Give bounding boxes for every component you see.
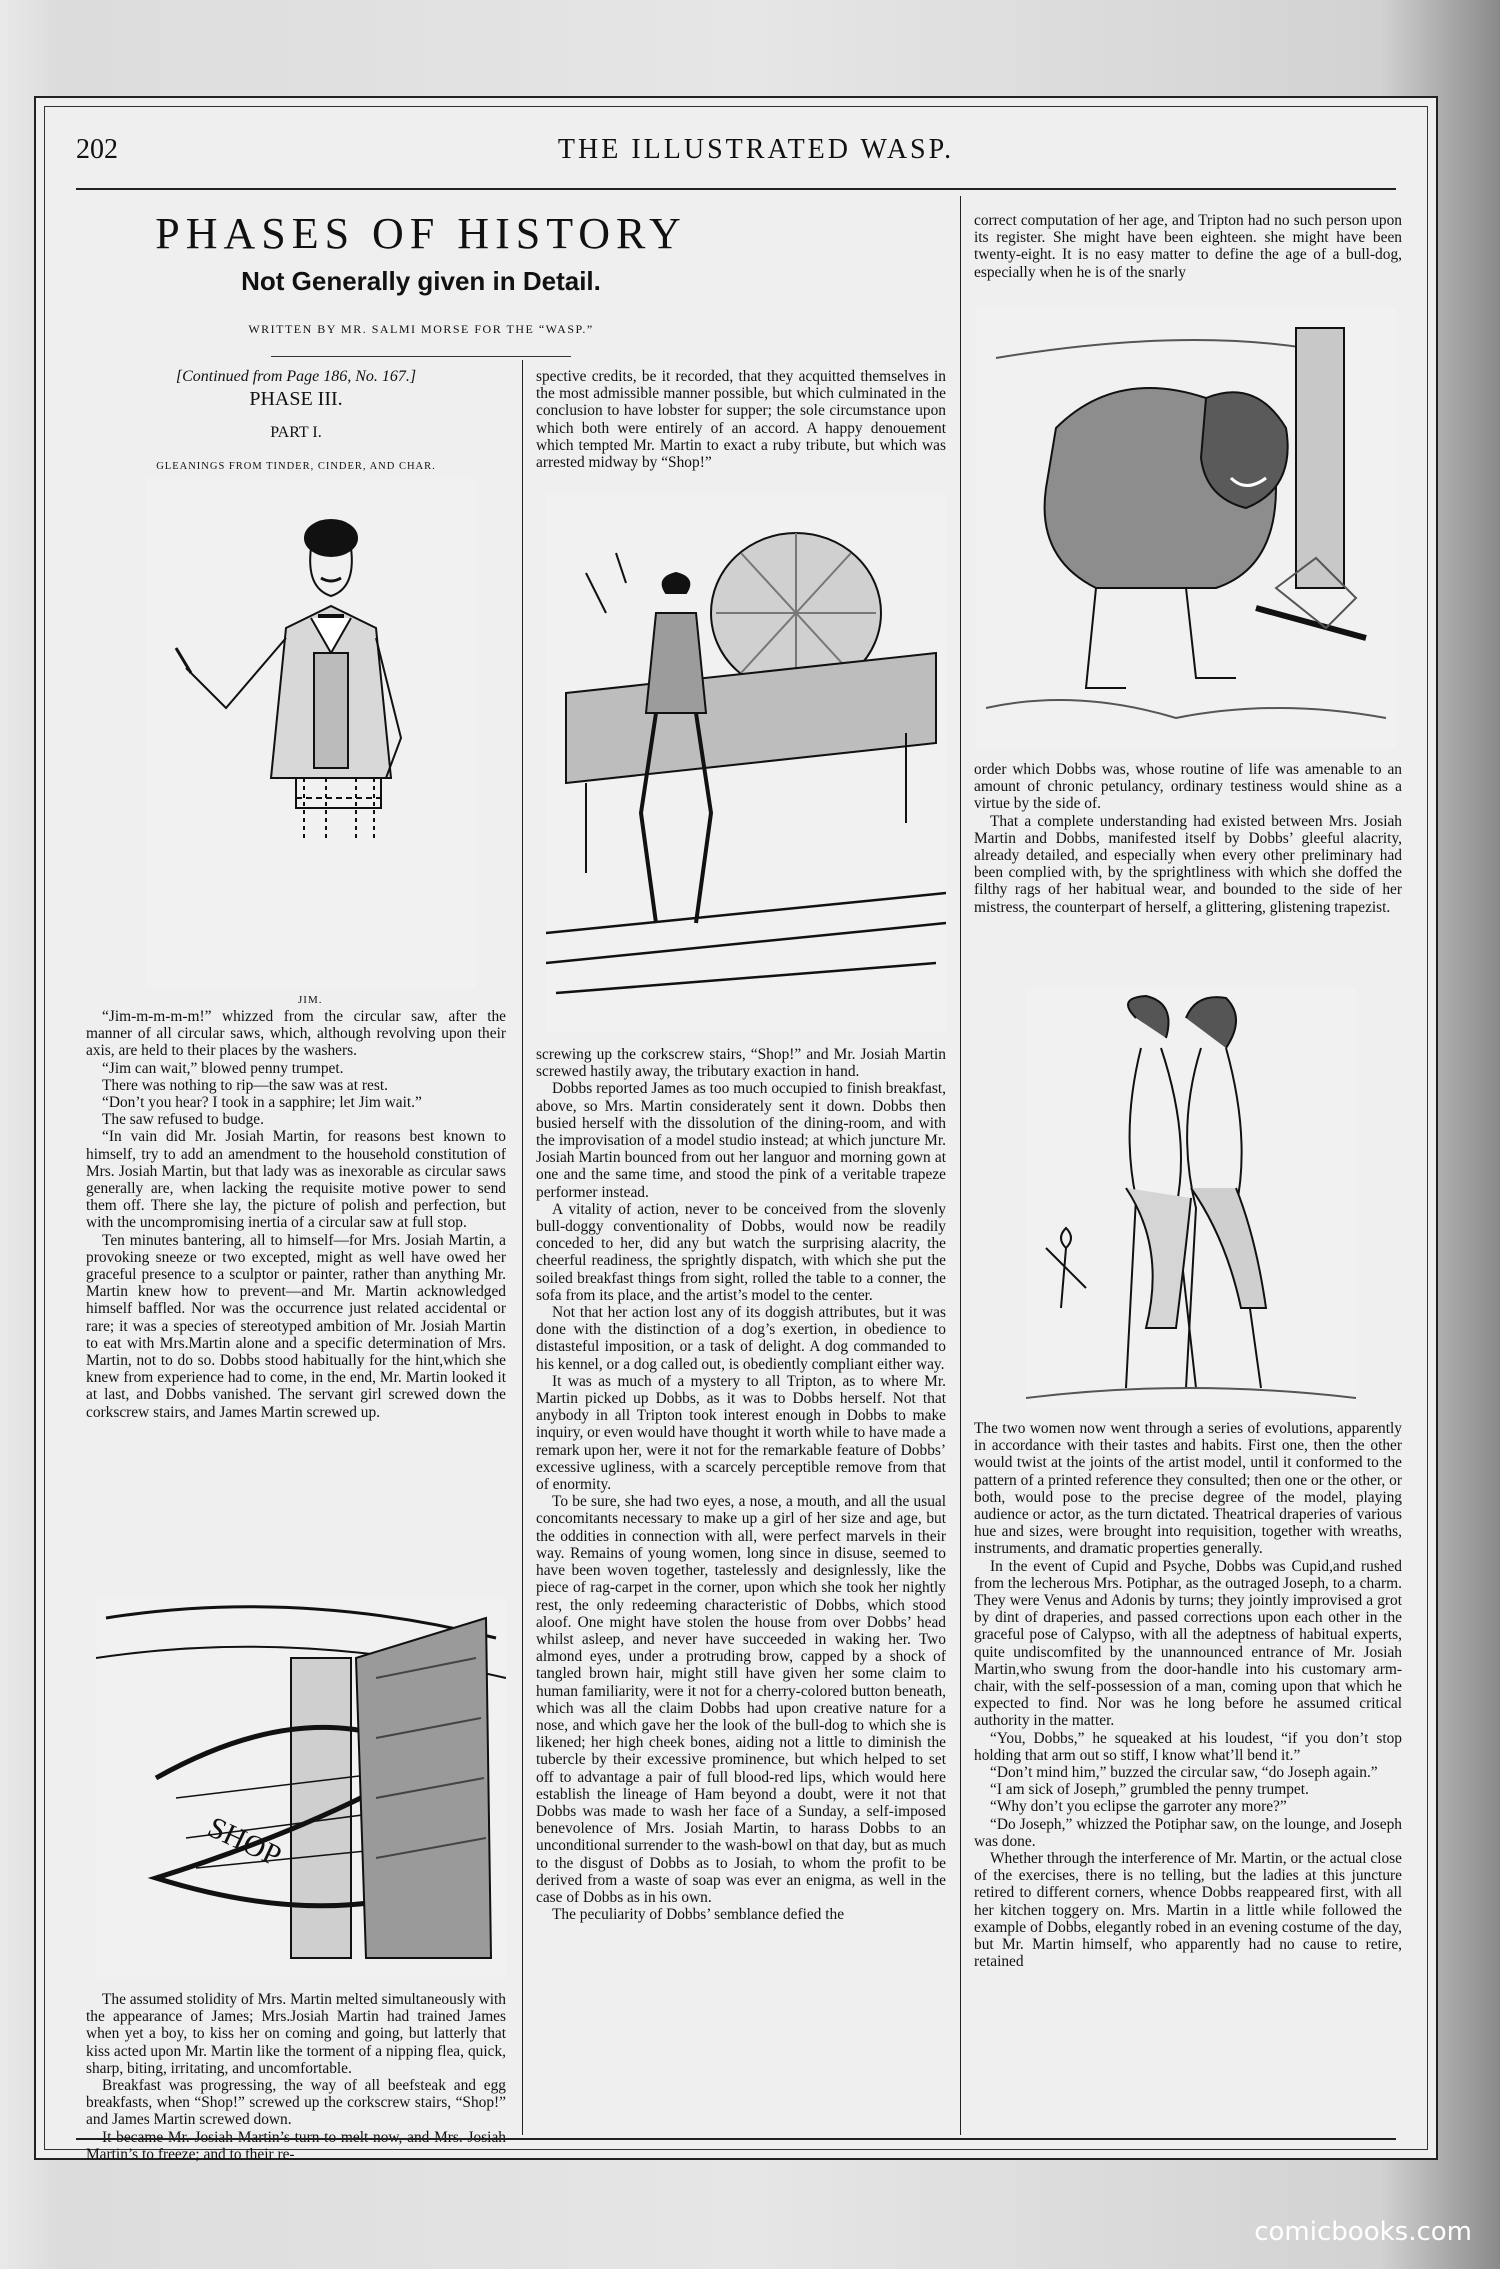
column-3-body-a [974, 212, 1402, 281]
shop-sign: SHOP [202, 1810, 287, 1873]
paragraph: Breakfast was progressing, the way of all beefsteak and egg breakfasts, when “Shop!” screwed up the corkscrew stairs, “Shop!” and James Martin screwed down. [86, 2077, 506, 2129]
paragraph: spective credits, be it recorded, that they acquitted themselves in the most admissible manner possible, but which culminated in the conclusion to have lobster for supper; the sole circumstance upon which both were entirely of an accord. A happy denouement which tempted Mr. Martin to exact a ruby tribute, but which was arrested midway by “Shop!” [536, 368, 946, 472]
paragraph: Dobbs reported James as too much occupied to finish breakfast, above, so Mrs. Martin considerately sent it down. Dobbs then busied herself with the dissolution of the dining-room, and with the improvisation of a model studio instead; at which juncture Mr. Josiah Martin bounced from out her languor and morning gown at one and the same time, and stood the pink of a veritable trapeze performer instead. [536, 1080, 946, 1201]
paragraph: “Jim can wait,” blowed penny trumpet. [102, 1059, 344, 1077]
paragraph: The assumed stolidity of Mrs. Martin melted simultaneously with the appearance of James; Mrs.Josiah Martin had trained James when yet a boy, to kiss her on coming and going, but latterly that kiss acted upon Mr. Martin like the torment of a nipping flea, quick, sharp, biting, irritating, and uncomfortable. [86, 1991, 506, 2077]
paragraph: “You, Dobbs,” he squeaked at his loudest, “if you don’t stop holding that arm out so stiff, I know what’ll bend it.” [974, 1729, 1402, 1764]
bulldog-illustration [976, 308, 1396, 748]
paragraph: A vitality of action, never to be conceived from the slovenly bull-doggy conventionality of Dobbs, would now be readily conceded to her, did any but watch the surprising alacrity, the cheerful readiness, the sprightly dispatch, with which she put the soiled breakfast things from sight, rolled the table to a conner, the sofa from its place, and the artist’s model to the center. [536, 1200, 946, 1304]
watermark: comicbooks.com [1254, 2217, 1472, 2247]
section-heading: GLEANINGS FROM TINDER, CINDER, AND CHAR. [156, 460, 436, 472]
paragraph: “Don’t mind him,” buzzed the circular saw, “do Joseph again.” [990, 1764, 1378, 1782]
column-3-body-b [974, 761, 1402, 916]
column-1-body-a [86, 1008, 506, 1421]
paragraph: Ten minutes bantering, all to himself—for Mrs. Josiah Martin, a provoking sneeze or two excepted, might as well have owed her graceful presence to a sculptor or painter, rather than anything Mr. Martin knew how to prevent—and Mr. Martin acknowledged himself baffled. Nor was the occurrence just related accidental or rare; it was a species of stereotyped ambition of Mr. Josiah Martin to eat with Mrs.Martin alone and a specific determination of Mrs. Martin, not to do so. Dobbs stood habitually for the hint,which she knew from experience had to come, in the end, Mr. Martin looked it at last, and Dobbs vanished. The servant girl screwed down the corkscrew stairs, and James Martin screwed up. [86, 1231, 506, 1421]
paragraph: “Don’t you hear? I took in a sapphire; let Jim wait.” [102, 1094, 422, 1112]
column-2-body-a [536, 368, 946, 471]
paragraph: The peculiarity of Dobbs’ semblance defied the [552, 1906, 845, 1924]
paragraph: It became Mr. Josiah Martin’s turn to melt now, and Mrs. Josiah Martin’s to freeze; and to their re- [86, 2128, 506, 2163]
title-rule [271, 356, 571, 357]
footer-rule [76, 2138, 1396, 2140]
jim-illustration [146, 478, 476, 988]
paragraph: Not that her action lost any of its doggish attributes, but it was done with the distinction of a dog’s exertion, in obedience to distasteful imposition, or a task of delight. A dog commanded to his kennel, or a dog called out, is obediently compliant either way. [536, 1304, 946, 1373]
paragraph: There was nothing to rip—the saw was at rest. [102, 1076, 388, 1094]
newspaper-page [34, 96, 1438, 2163]
article-subtitle: Not Generally given in Detail. [241, 266, 601, 296]
sawmill-illustration [546, 493, 946, 1033]
column-1-head [86, 368, 506, 475]
header-rule [76, 188, 1396, 190]
paragraph: The saw refused to budge. [102, 1111, 264, 1129]
paragraph: It was as much of a mystery to all Tripton, as to where Mr. Martin picked up Dobbs, as it was to Dobbs herself. Not that anybody in all Tripton took interest enough in Dobbs to make inquiry, or even would have thought it worth while to have made a remark upon her, were it not for the remarkable feature of Dobbs’ excessive ugliness, with a scarcely perceptible remove from that of enormity. [536, 1372, 946, 1494]
column-rule-1 [522, 360, 523, 2135]
paragraph: “Do Joseph,” whizzed the Potiphar saw, on the lounge, and Joseph was done. [974, 1815, 1402, 1850]
two-women-illustration [1026, 988, 1356, 1408]
article-byline: WRITTEN BY MR. SALMI MORSE FOR THE “WASP.” [248, 322, 594, 336]
part-heading: PART I. [270, 424, 322, 442]
phase-heading: PHASE III. [249, 388, 343, 411]
paragraph: “Why don’t you eclipse the garroter any more?” [990, 1798, 1287, 1816]
paragraph: order which Dobbs was, whose routine of life was amenable to an amount of chronic petulancy, ordinary testiness would shine as a virtue by the side of. [974, 761, 1402, 813]
continued-note: [Continued from Page 186, No. 167.] [175, 368, 417, 385]
paragraph: In the event of Cupid and Psyche, Dobbs was Cupid,and rushed from the lecherous Mrs. Potiphar, as the outraged Joseph, to a charm. They were Venus and Adonis by turns; they jointly improvised a grot by dint of draperies, and passed corrections upon each other in the graceful pose of Calypso, with all the adeptness of habitual experts, quite undiscomfited by the unannounced entrance of Mr. Josiah Martin,who swung from the door-handle into his customary arm-chair, with the self-possession of a man, coming upon that which he expected to find. Nor was he long before he assumed critical authority in the matter. [974, 1557, 1402, 1730]
page-header [76, 134, 1436, 184]
column-rule-2 [960, 196, 961, 2135]
paragraph: “Jim-m-m-m-m!” whizzed from the circular saw, after the manner of all circular saws, which, although revolving upon their axis, are held to their places by the washers. [86, 1008, 506, 1060]
stairs-illustration [96, 1598, 506, 1978]
page-number: 202 [76, 134, 118, 165]
paragraph: screwing up the corkscrew stairs, “Shop!” and Mr. Josiah Martin screwed hastily away, the tributary exaction in hand. [536, 1046, 946, 1081]
paragraph: “In vain did Mr. Josiah Martin, for reasons best known to himself, try to add an amendment to the household constitution of Mrs. Josiah Martin, but that lady was as inexorable as circular saws generally are, when lacking the requisite motive power to send them off. There she lay, the picture of polish and perfection, but with the uncompromising inertia of a circular saw at full stop. [86, 1128, 506, 1232]
journal-title: THE ILLUSTRATED WASP. [557, 134, 955, 165]
paragraph: The two women now went through a series of evolutions, apparently in accordance with their tastes and habits. First one, then the other would twist at the joints of the artist model, until it conformed to the pattern of a printed reference they consulted; then one or the other, or both, would pose to the precise degree of the model, playing audience or actor, as the turn dictated. Theatrical draperies of various hue and sizes, were brought into requisition, together with wreaths, instruments, and dramatic properties generally. [974, 1420, 1402, 1558]
paragraph: Whether through the interference of Mr. Martin, or the actual close of the exercises, there is no telling, but the ladies at this juncture retired to different corners, whence Dobbs reappeared first, with all her kitchen toggery on. Mrs. Martin in a little while followed the example of Dobbs, elegantly robed in an evening costume of the day, but Mr. Martin himself, who apparently had no cause to retire, retained [974, 1850, 1402, 1971]
jim-caption: JIM. [298, 994, 323, 1006]
paragraph: “I am sick of Joseph,” grumbled the penny trumpet. [990, 1781, 1309, 1799]
paragraph: That a complete understanding had existed between Mrs. Josiah Martin and Dobbs, manifested itself by Dobbs’ gleeful alacrity, already detailed, and especially when every other preliminary had been complied with, by the sprightliness with which she doffed the filthy rags of her habitual wear, and bounded to the side of her mistress, the counterpart of herself, a glittering, glistening trapezist. [974, 812, 1402, 916]
column-3-body-c [974, 1420, 1402, 1971]
paragraph: To be sure, she had two eyes, a nose, a mouth, and all the usual concomitants necessary to make up a girl of her size and age, but the oddities in connection with all, were perfect marvels in their way. Remains of young women, long since in disuse, seemed to have been woven together, tastelessly and designlessly, like the piece of rag-carpet in the corner, upon which she took her nightly rest, the only redeeming characteristic of Dobbs, which stood aloof. One might have stolen the house from over Dobbs’ head whilst asleep, and never have succeeded in waking her. Two almond eyes, under a protruding brow, capped by a shock of tangled brown hair, might still have given her some claim to human familiarity, were it not for a cherry-colored button beneath, which was all the claim Dobbs had upon creative nature for a nose, and which gave her the look of the bull-dog to which she is likened; her high cheek bones, aiding not a little to diminish the tubercle by their excessive prominence, but which helped to set off to advantage a pair of full blood-red lips, which would here establish the lineage of Ham beyond a doubt, were it not that Dobbs was made to wash her face of a Sunday, a self-imposed benevolence of Mrs. Josiah Martin, to harass Dobbs to an unconditional surrender to the wash-bowl on that day, but as much to the disgust of Dobbs as to Josiah, to whom the profit to be derived from a waste of soap was ever an enigma, as well in the case of Dobbs as in his own. [536, 1493, 946, 1906]
column-2-body-b [536, 1046, 946, 1923]
paragraph: correct computation of her age, and Tripton had no such person upon its register. She might have been eighteen. she might have been twenty-eight. It is no easy matter to define the age of a bull-dog, especially when he is of the snarly [974, 212, 1402, 281]
article-title: PHASES OF HISTORY [155, 209, 687, 258]
